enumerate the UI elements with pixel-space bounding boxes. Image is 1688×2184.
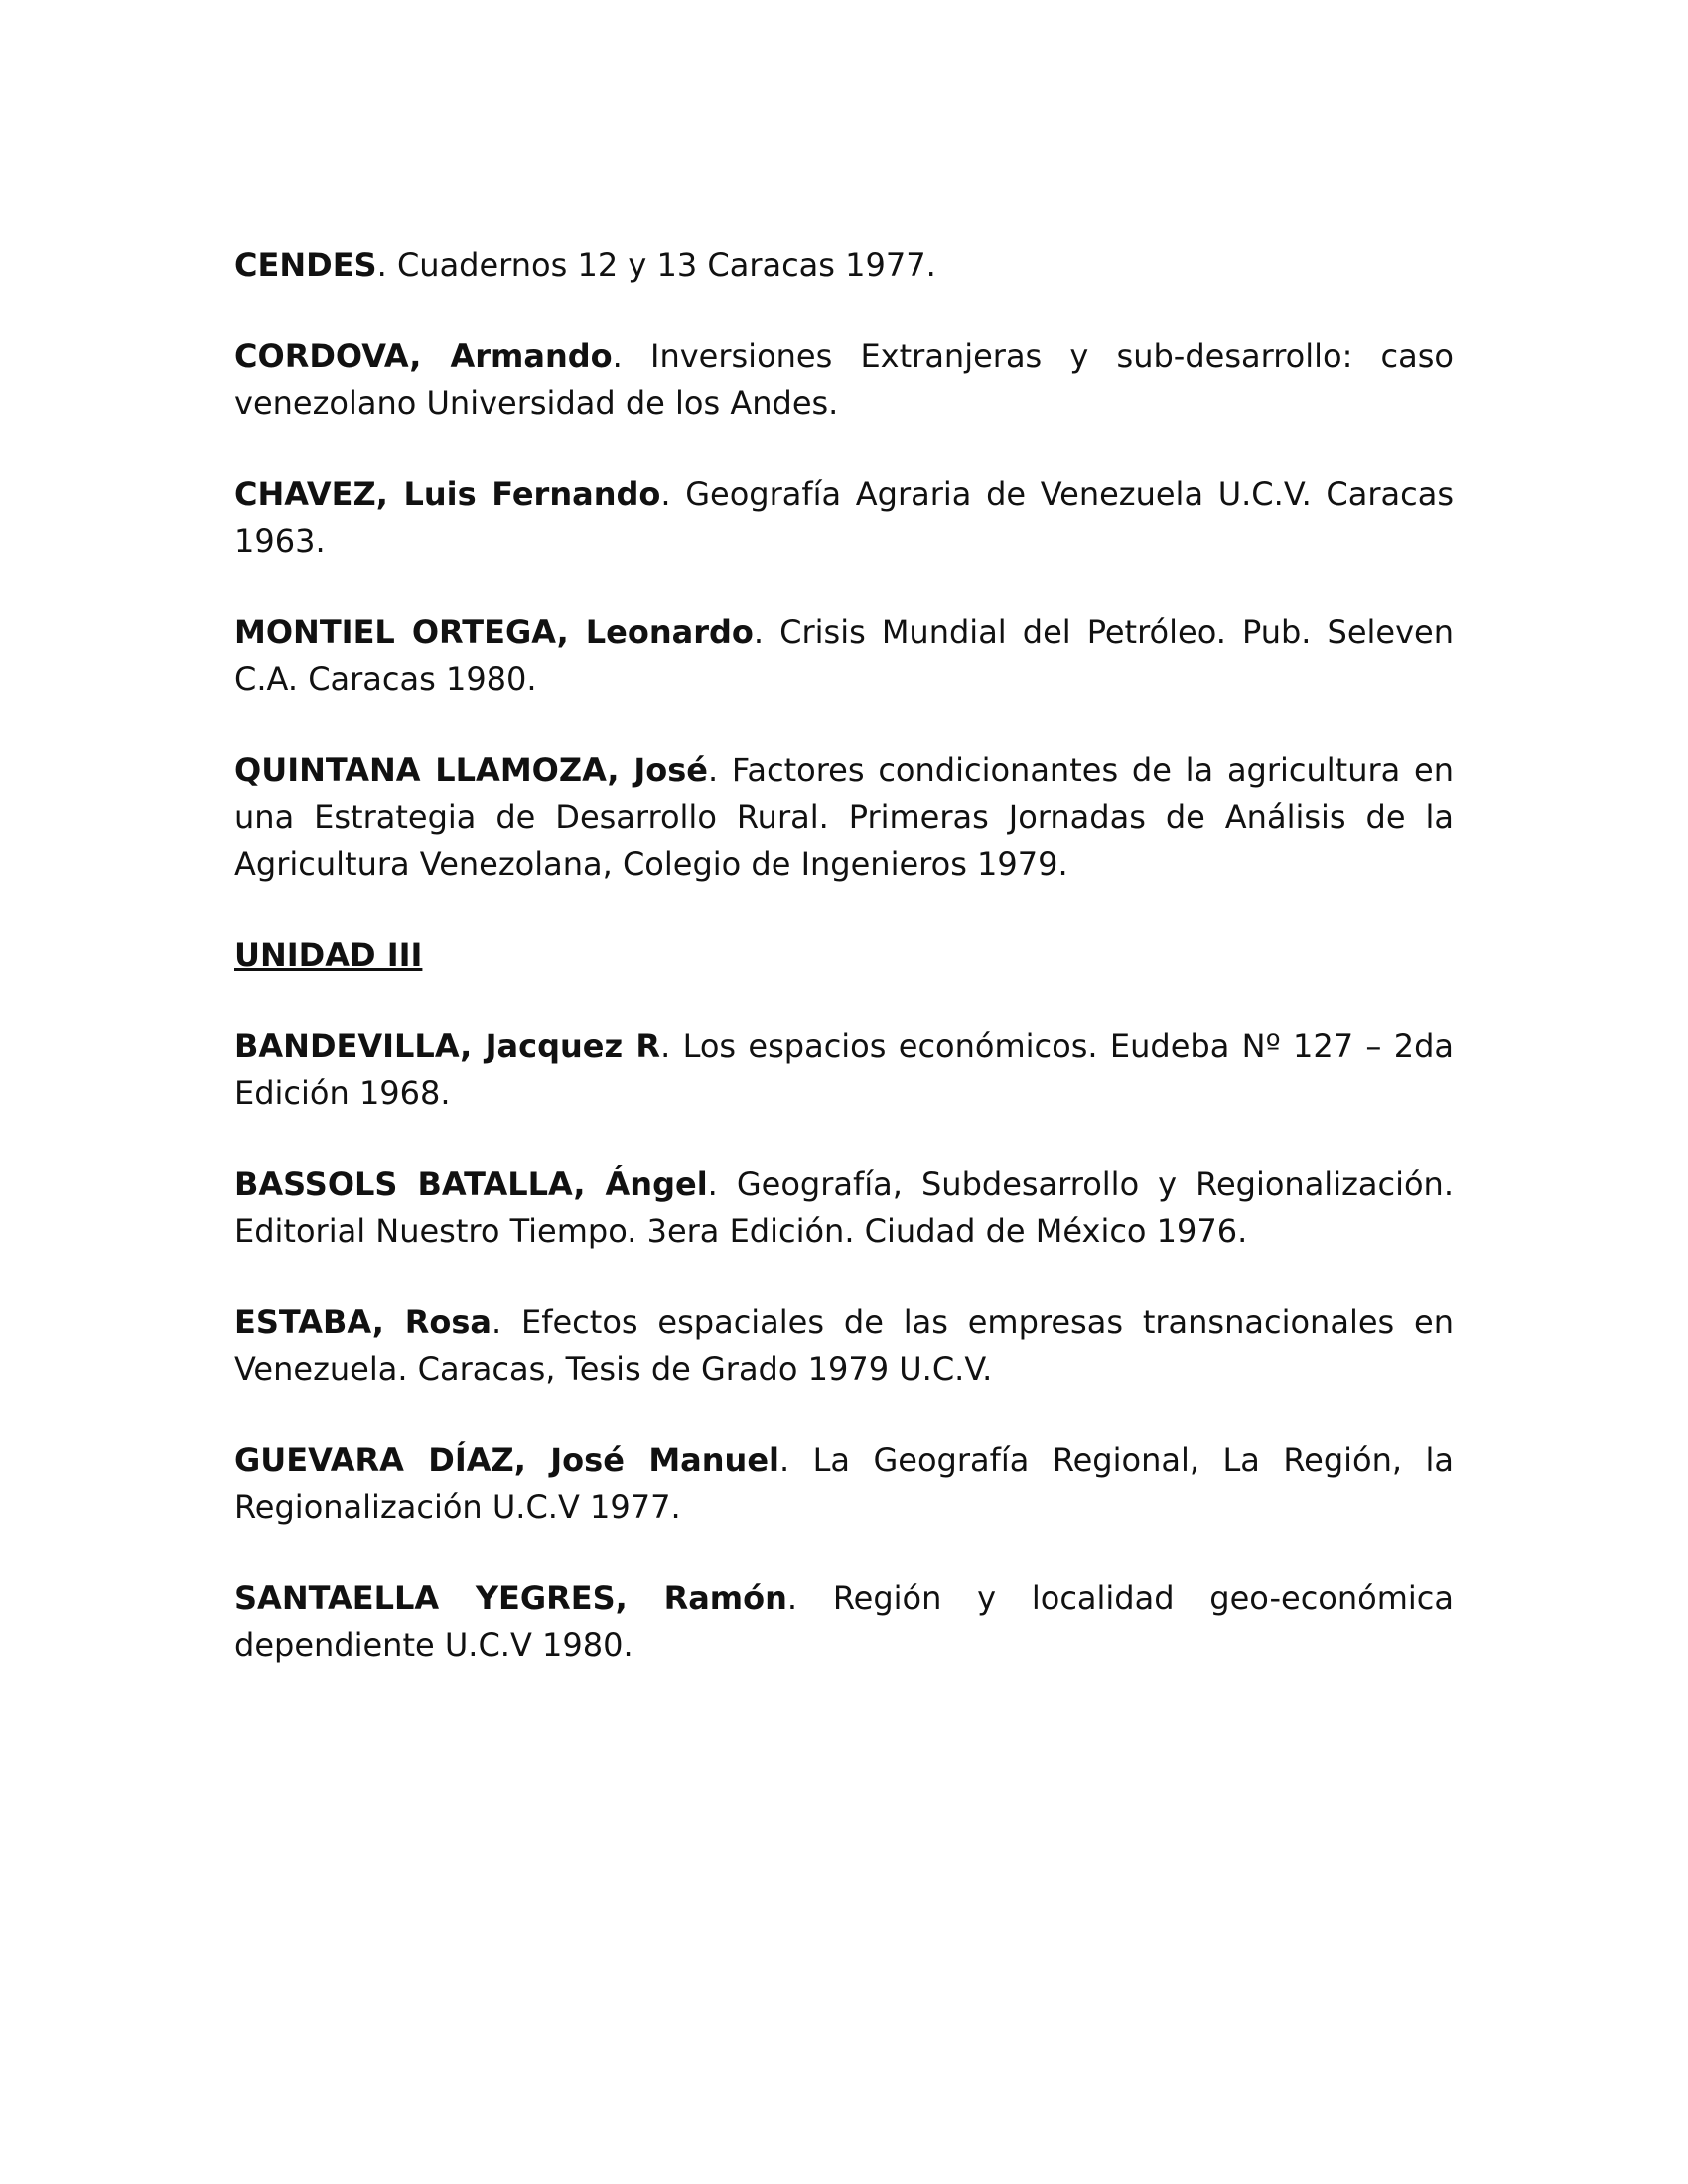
bibliography-page <box>234 242 1454 1713</box>
reference-author: BASSOLS BATALLA, Ángel <box>234 1165 708 1203</box>
reference-author: CENDES <box>234 246 377 284</box>
reference-author: CORDOVA, Armando <box>234 338 613 375</box>
reference-details: . La Geografía Regional, La Región, la Regionalización U.C.V 1977. <box>234 1441 1455 1526</box>
reference-author: QUINTANA LLAMOZA, José <box>234 751 708 789</box>
reference-details: . Geografía, Subdesarrollo y Regionalización. Editorial Nuestro Tiempo. 3era Edición. Ciudad de México 1976. <box>234 1165 1454 1250</box>
reference-details: . Crisis Mundial del Petróleo. Pub. Seleven C.A. Caracas 1980. <box>234 614 1455 698</box>
reference-details: . Factores condicionantes de la agricultura en una Estrategia de Desarrollo Rural. Primeras Jornadas de Análisis de la Agricultura Venezolana, Colegio de Ingenieros 1979. <box>234 751 1455 883</box>
reference-entry <box>234 1575 1454 1669</box>
reference-entry <box>234 1299 1454 1393</box>
reference-entry <box>234 242 1454 289</box>
reference-details: . Geografía Agraria de Venezuela U.C.V. Caracas 1963. <box>234 476 1455 560</box>
section-heading: UNIDAD III <box>234 936 423 974</box>
reference-details: . Inversiones Extranjeras y sub-desarrollo: caso venezolano Universidad de los Andes. <box>234 338 1455 422</box>
reference-entry <box>234 610 1454 703</box>
reference-entry <box>234 1024 1454 1117</box>
reference-details: . Efectos espaciales de las empresas transnacionales en Venezuela. Caracas, Tesis de Grado 1979 U.C.V. <box>234 1303 1455 1388</box>
reference-entry <box>234 1437 1454 1531</box>
reference-entry <box>234 472 1454 565</box>
reference-details: . Los espacios económicos. Eudeba Nº 127 – 2da Edición 1968. <box>234 1027 1455 1112</box>
reference-details: . Región y localidad geo-económica dependiente U.C.V 1980. <box>234 1579 1455 1664</box>
reference-author: MONTIEL ORTEGA, Leonardo <box>234 614 754 651</box>
reference-author: ESTABA, Rosa <box>234 1303 492 1341</box>
reference-entry <box>234 1161 1454 1255</box>
reference-details: . Cuadernos 12 y 13 Caracas 1977. <box>376 246 936 284</box>
reference-author: BANDEVILLA, Jacquez R <box>234 1027 661 1065</box>
reference-author: GUEVARA DÍAZ, José Manuel <box>234 1441 779 1479</box>
reference-author: SANTAELLA YEGRES, Ramón <box>234 1579 787 1617</box>
reference-entry <box>234 748 1454 887</box>
reference-author: CHAVEZ, Luis Fernando <box>234 476 661 513</box>
reference-entry <box>234 334 1454 427</box>
